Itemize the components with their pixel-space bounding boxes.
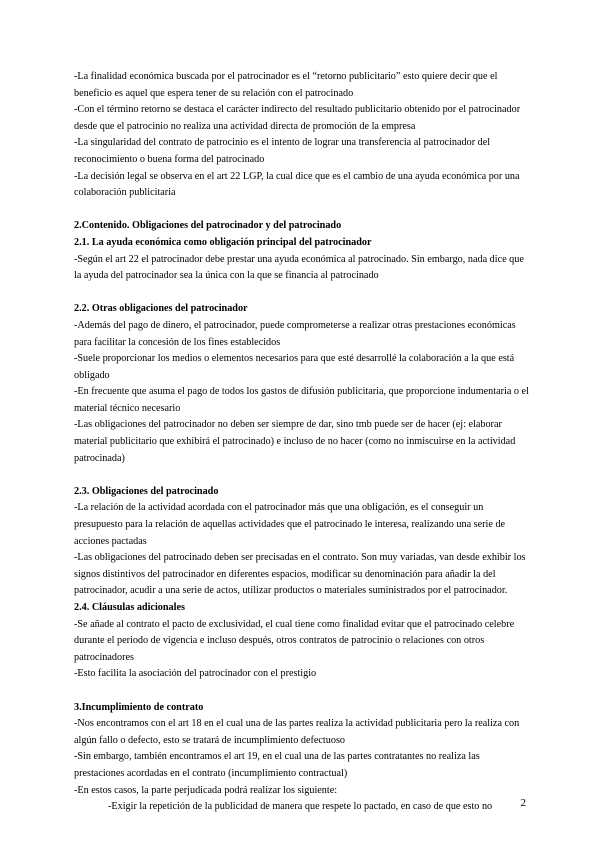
paragraph: -Nos encontramos con el art 18 en el cual una de las partes realiza la actividad publicitaria pero la realiza con algún fallo o defecto, esto se tratará de incumplimiento defectuoso bbox=[74, 718, 520, 746]
spacer bbox=[74, 202, 529, 219]
spacer bbox=[74, 467, 529, 484]
subsection-heading: 2.3. Obligaciones del patrocinado bbox=[74, 485, 219, 497]
paragraph: -Las obligaciones del patrocinado deben ser precisadas en el contrato. Son muy variadas, van desde exhibir los signos distintivos del patrocinador en diferentes espacios, modificar su denominación para añadir la del patrocinador, acudir a una serie de actos, utilizar productos o materiales suministrados por el patrocinador. bbox=[74, 552, 526, 597]
indented-paragraph: -Exigir la repetición de la publicidad de manera que respete lo pactado, en caso de que esto no bbox=[108, 801, 493, 813]
paragraph: -La singularidad del contrato de patrocinio es el intento de lograr una transferencia al patrocinador del reconocimiento o buena forma del patrocinado bbox=[74, 137, 491, 165]
section-heading: 2.Contenido. Obligaciones del patrocinador y del patrocinado bbox=[74, 220, 342, 232]
spacer bbox=[74, 285, 529, 302]
paragraph: -En estos casos, la parte perjudicada podrá realizar los siguiente: bbox=[74, 784, 338, 796]
paragraph: -Sin embargo, también encontramos el art 19, en el cual una de las partes contratantes no realiza las prestaciones acordadas en el contrato (incumplimiento contractual) bbox=[74, 751, 480, 779]
paragraph: -Suele proporcionar los medios o elementos necesarios para que esté desarrollé la colaboración a la que está obligado bbox=[74, 353, 515, 381]
paragraph: -En frecuente que asuma el pago de todos los gastos de difusión publicitaria, que proporcione indumentaria o el material técnico necesario bbox=[74, 386, 529, 414]
page-number: 2 bbox=[520, 797, 526, 809]
paragraph: -La relación de la actividad acordada con el patrocinador más que una obligación, es el conseguir un presupuesto para la relación de aquellas actividades que el patrocinado le interesa, realizando una serie de acciones pactadas bbox=[74, 502, 506, 547]
paragraph: -Con el término retorno se destaca el carácter indirecto del resultado publicitario obtenido por el patrocinador desde que el patrocinio no realiza una actividad directa de promoción de la empresa bbox=[74, 104, 521, 132]
paragraph: -Las obligaciones del patrocinador no deben ser siempre de dar, sino tmb puede ser de hacer (ej: elaborar material publicitario que exhibirá el patrocinado) e incluso de no hacer (como no inmiscuirse en la actividad patrocinada) bbox=[74, 419, 516, 464]
page-content bbox=[74, 69, 529, 816]
subsection-heading: 2.2. Otras obligaciones del patrocinador bbox=[74, 303, 248, 315]
paragraph: -Esto facilita la asociación del patrocinador con el prestigio bbox=[74, 668, 317, 680]
subsection-heading: 2.1. La ayuda económica como obligación principal del patrocinador bbox=[74, 236, 372, 248]
paragraph: -Según el art 22 el patrocinador debe prestar una ayuda económica al patrocinado. Sin embargo, nada dice que la ayuda del patrocinador sea la única con la que se financia al patrocinado bbox=[74, 253, 524, 282]
paragraph: -Se añade al contrato el pacto de exclusividad, el cual tiene como finalidad evitar que el patrocinado celebre durante el periodo de vigencia e incluso después, otros contratos de patrocinio o relaciones con otros patrocinadores bbox=[74, 618, 515, 663]
section-heading: 3.Incumplimiento de contrato bbox=[74, 701, 204, 713]
paragraph: -La decisión legal se observa en el art 22 LGP, la cual dice que es el cambio de una ayuda económica por una colaboración publicitaria bbox=[74, 170, 520, 199]
subsection-heading: 2.4. Cláusulas adicionales bbox=[74, 602, 185, 613]
spacer bbox=[74, 683, 529, 700]
paragraph: -La finalidad económica buscada por el patrocinador es el “retorno publicitario” esto quiere decir que el beneficio es aquel que espera tener de su relación con el patrocinado bbox=[74, 71, 498, 99]
paragraph: -Además del pago de dinero, el patrocinador, puede comprometerse a realizar otras prestaciones económicas para facilitar la concesión de los fines establecidos bbox=[74, 319, 516, 348]
